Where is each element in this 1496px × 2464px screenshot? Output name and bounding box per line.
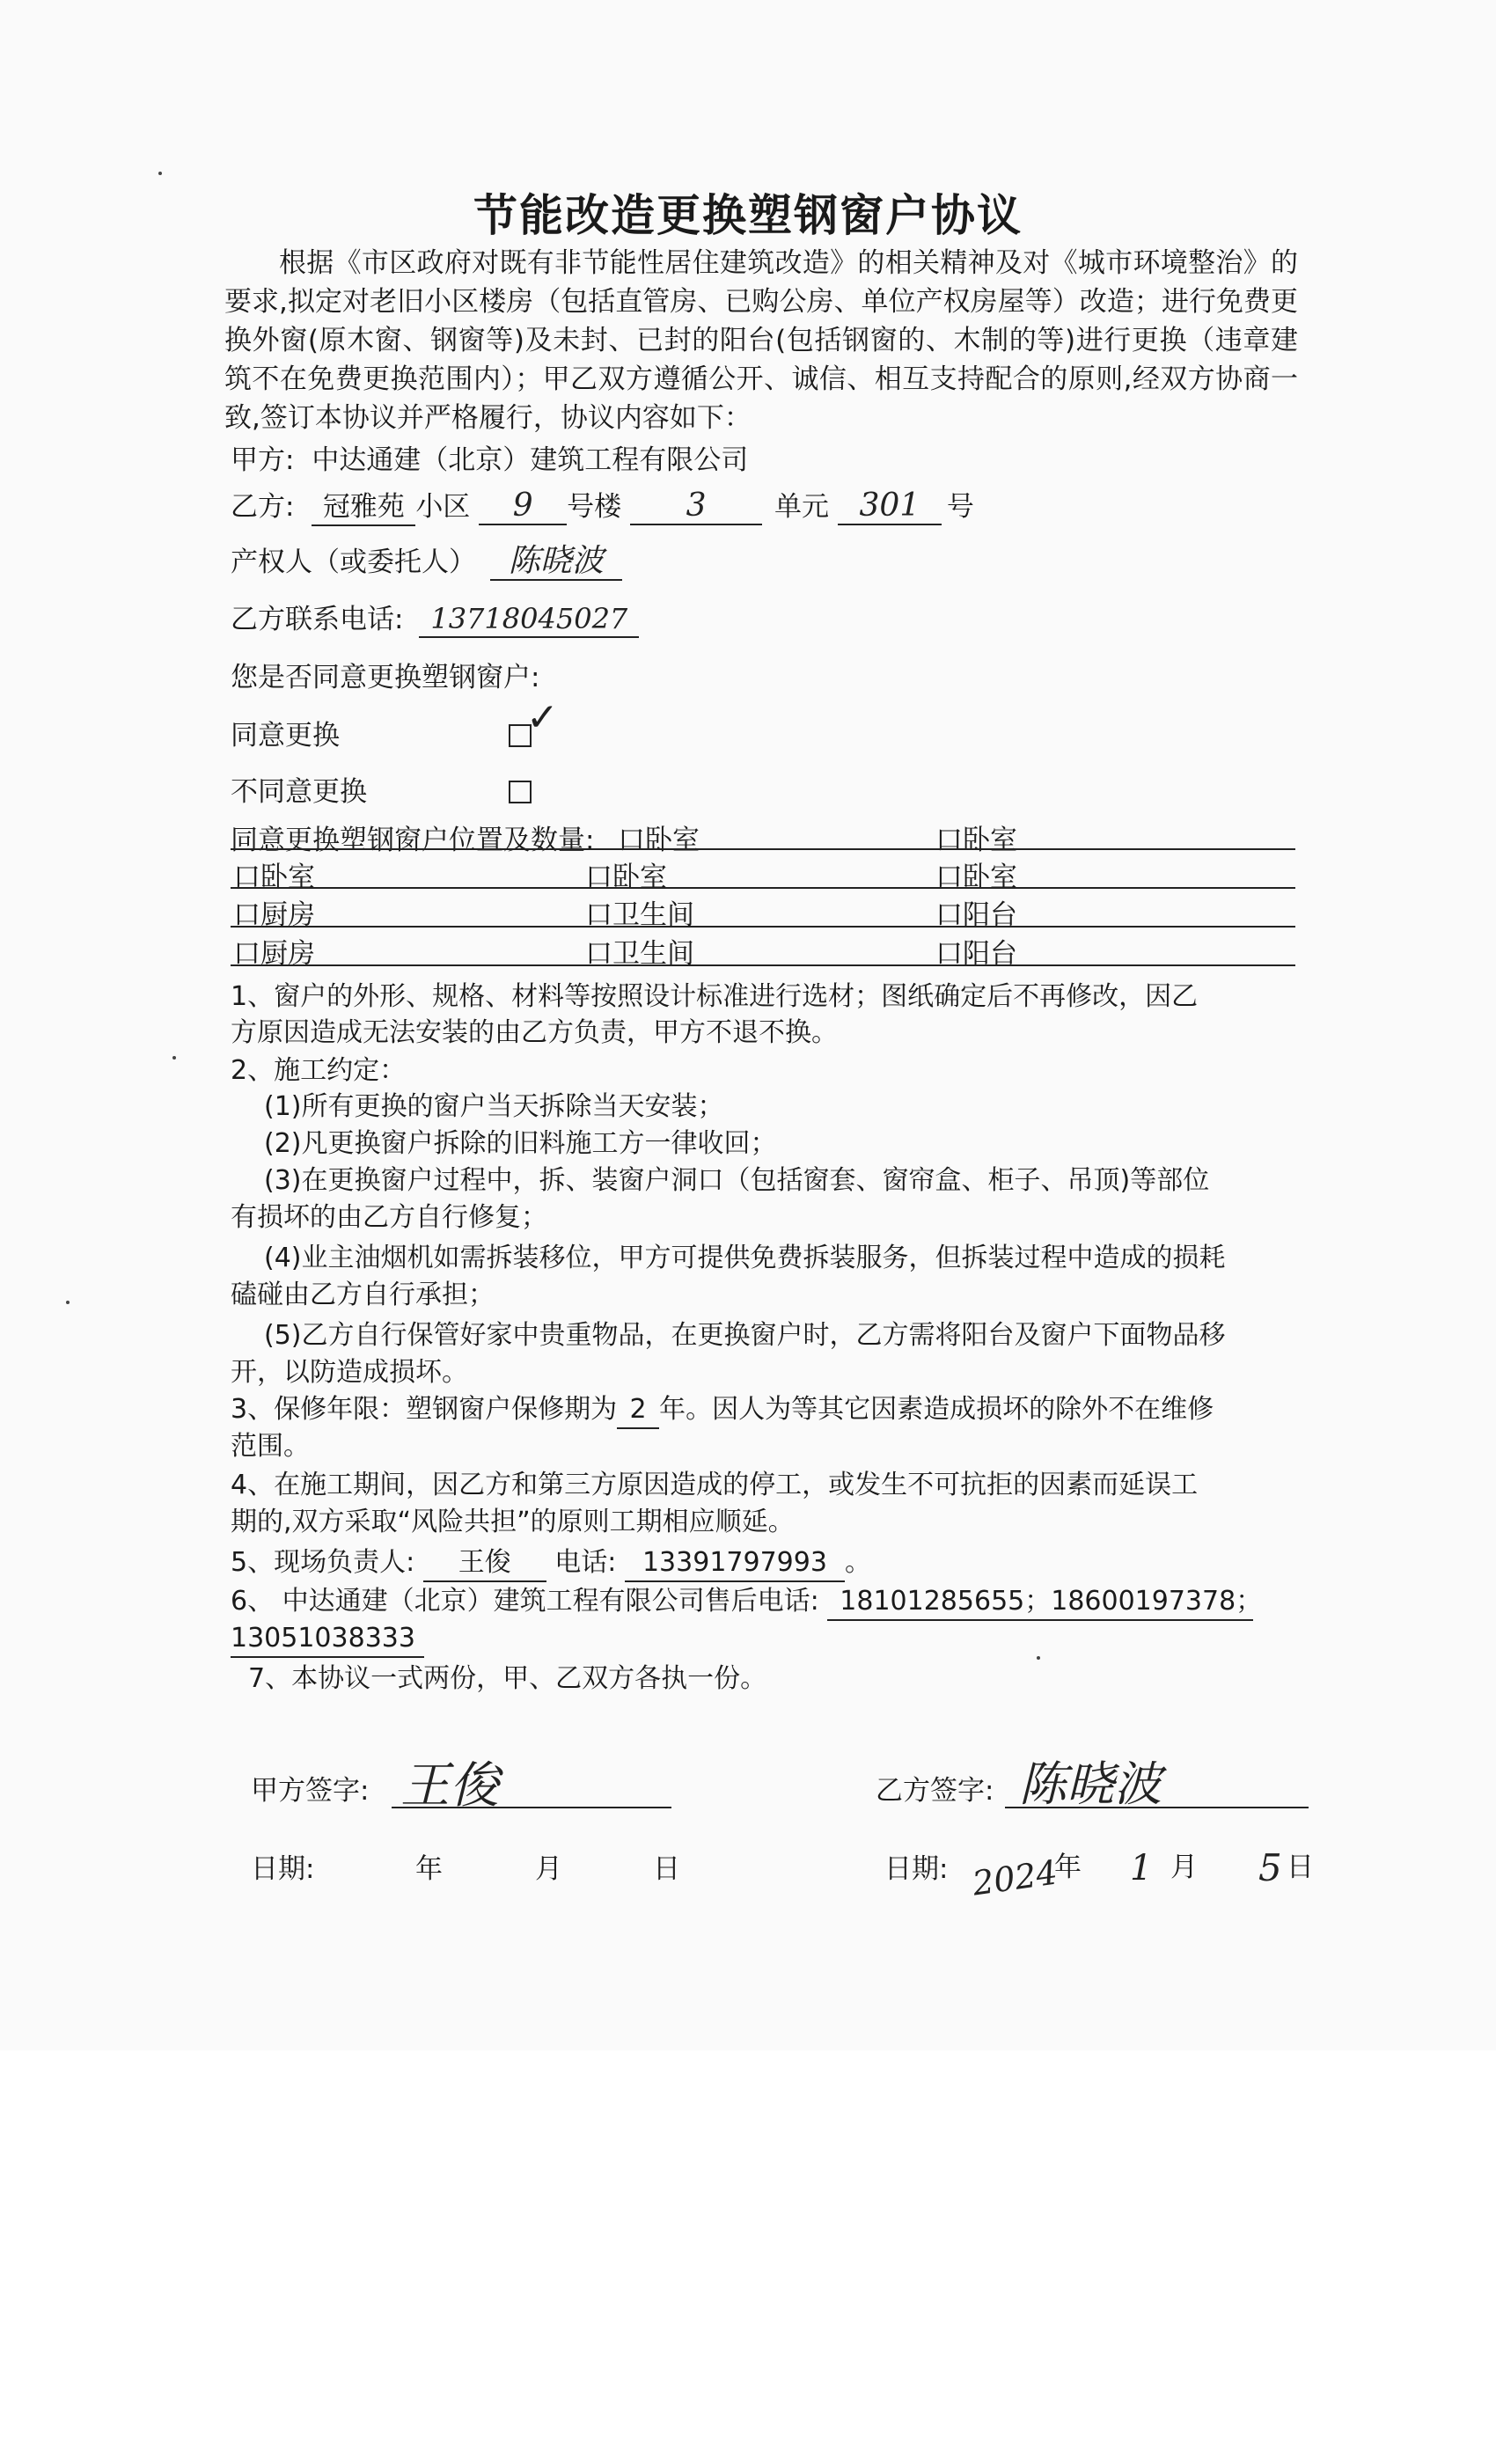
owner-label: 产权人（或委托人） [231,546,476,578]
party-b-date-day-value: 5 [1258,1846,1282,1889]
sign-line [392,1807,671,1808]
party-b-label: 乙方: [231,491,295,523]
site-manager-name: 王俊 [423,1545,546,1582]
clause-2-2: (2)凡更换窗户拆除的旧料施工方一律收回； [264,1128,777,1159]
community-name: 冠雅苑 [312,489,415,526]
party-a-date-year: 年 [415,1853,443,1885]
clause-5 [231,1545,871,1582]
clause-4-line-1: 4、在施工期间，因乙方和第三方原因造成的停工，或发生不可抗拒的因素而延误工 [231,1470,1199,1500]
agree-label: 同意更换 [231,720,340,752]
disagree-checkbox[interactable] [509,781,532,803]
party-a-label: 甲方: [231,444,295,476]
clause-3-line-1 [231,1392,1214,1429]
clause-3-text-end: 年。因人为等其它因素造成损坏的除外不在维修 [659,1394,1214,1425]
building-suffix: 号楼 [567,491,622,523]
clause-2-5-line-1: (5)乙方自行保管好家中贵重物品，在更换窗户时，乙方需将阳台及窗户下面物品移 [264,1320,1226,1351]
warranty-years: 2 [617,1392,659,1429]
clause-2-3-line-1: (3)在更换窗户过程中，拆、装窗户洞口（包括窗套、窗帘盒、柜子、吊顶)等部位 [264,1165,1210,1196]
party-b-row [231,488,974,526]
clause-7: 7、本协议一式两份，甲、乙双方各执一份。 [248,1663,767,1694]
window-option[interactable]: 口卧室 [935,862,1017,893]
window-option[interactable]: 口卫生间 [585,899,694,931]
building-number: 9 [479,488,567,525]
scan-speck [158,172,162,175]
after-sales-label: 6、 中达通建（北京）建筑工程有限公司售后电话: [231,1586,819,1617]
clause-1-line-2: 方原因造成无法安装的由乙方负责，甲方不退不换。 [231,1017,838,1048]
site-manager-label: 5、现场负责人: [231,1547,415,1578]
clause-2-4-line-1: (4)业主油烟机如需拆装移位，甲方可提供免费拆装服务，但拆装过程中造成的损耗 [264,1243,1226,1273]
scan-speck [66,1301,70,1304]
party-a-signature: 王俊 [400,1757,499,1815]
window-option[interactable]: 口卫生间 [585,938,694,970]
clause-2-3-line-2: 有损坏的由乙方自行修复； [231,1202,547,1233]
site-manager-phone-label: 电话: [554,1547,617,1578]
table-line [231,926,1295,928]
window-option[interactable]: 口厨房 [233,899,315,931]
window-option[interactable]: 口卧室 [585,862,667,893]
party-b-date-month: 月 [1170,1852,1198,1883]
party-b-date-month-value: 1 [1130,1848,1153,1888]
party-a-row [231,443,748,478]
scan-speck [172,1056,176,1060]
scan-speck [1037,1656,1040,1660]
window-option[interactable]: 口阳台 [935,938,1017,970]
disagree-label: 不同意更换 [231,776,367,808]
table-line [231,964,1295,966]
party-a-date-day: 日 [653,1853,680,1885]
party-a-value: 中达通建（北京）建筑工程有限公司 [312,444,749,476]
after-sales-phone-3: 13051038333 [231,1621,424,1658]
clause-5-end: 。 [844,1547,871,1578]
clause-2-5-line-2: 开，以防造成损坏。 [231,1357,468,1388]
document-title: 节能改造更换塑钢窗户协议 [473,190,1023,241]
phone-value: 13718045027 [419,601,639,638]
party-b-date-year: 年 [1054,1852,1082,1883]
room-number: 301 [838,488,942,525]
party-a-date-month: 月 [535,1853,562,1885]
clause-6-line-2 [231,1621,424,1658]
site-manager-phone: 13391797993 [625,1545,845,1582]
clause-3-line-2: 范围。 [231,1431,310,1462]
clause-2-4-line-2: 磕碰由乙方自行承担； [231,1280,495,1310]
phone-label: 乙方联系电话: [231,604,404,635]
checkmark-icon: ✓ [526,695,559,740]
unit-number: 3 [630,488,762,525]
clause-3-text: 3、保修年限：塑钢窗户保修期为 [231,1394,618,1425]
table-line [231,848,1295,850]
party-b-date-day: 日 [1287,1852,1314,1883]
sign-line [1005,1807,1309,1808]
party-b-date-year-value: 2024 [970,1852,1060,1903]
unit-suffix: 单元 [774,491,830,523]
party-b-sign-label: 乙方签字: [876,1775,994,1807]
phone-row [231,601,639,638]
agree-question: 您是否同意更换塑钢窗户: [231,662,540,693]
clause-1-line-1: 1、窗户的外形、规格、材料等按照设计标准进行选材；图纸确定后不再修改，因乙 [231,981,1199,1012]
clause-6 [231,1584,1263,1621]
clause-2-1: (1)所有更换的窗户当天拆除当天安装； [264,1091,724,1122]
room-suffix: 号 [946,491,974,523]
after-sales-phones: 18101285655；18600197378； [827,1584,1253,1621]
window-option[interactable]: 口卧室 [935,825,1017,856]
window-option[interactable]: 口卧室 [233,862,315,893]
party-b-date-label: 日期: [884,1853,949,1885]
clause-2: 2、施工约定： [231,1055,407,1086]
intro-paragraph: 根据《市区政府对既有非节能性居住建筑改造》的相关精神及对《城市环境整治》的要求,拟定对老旧小区楼房（包括直管房、已购公房、单位产权房屋等）改造；进行免费更换外窗(原木窗、钢窗等)及未封、已封的阳台(包括钢窗的、木制的等)进行更换（违章建筑不在免费更换范围内）；甲乙双方遵循公开、诚信、相互支持配合的原则,经双方协商一致,签订本协议并严格履行，协议内容如下： [224,247,1298,434]
clause-4-line-2: 期的,双方采取“风险共担”的原则工期相应顺延。 [231,1507,795,1537]
party-a-date-label: 日期: [251,1853,315,1885]
owner-signature: 陈晓波 [490,544,622,581]
window-option[interactable]: 口阳台 [935,899,1017,931]
owner-row [231,544,622,581]
table-line [231,887,1295,889]
party-a-sign-label: 甲方签字: [251,1775,370,1807]
party-b-signature: 陈晓波 [1019,1756,1162,1812]
window-option[interactable]: 口厨房 [233,938,315,970]
community-suffix: 小区 [415,491,471,523]
windows-label: 同意更换塑钢窗户位置及数量: [231,825,595,856]
window-option[interactable]: 口卧室 [618,825,700,856]
